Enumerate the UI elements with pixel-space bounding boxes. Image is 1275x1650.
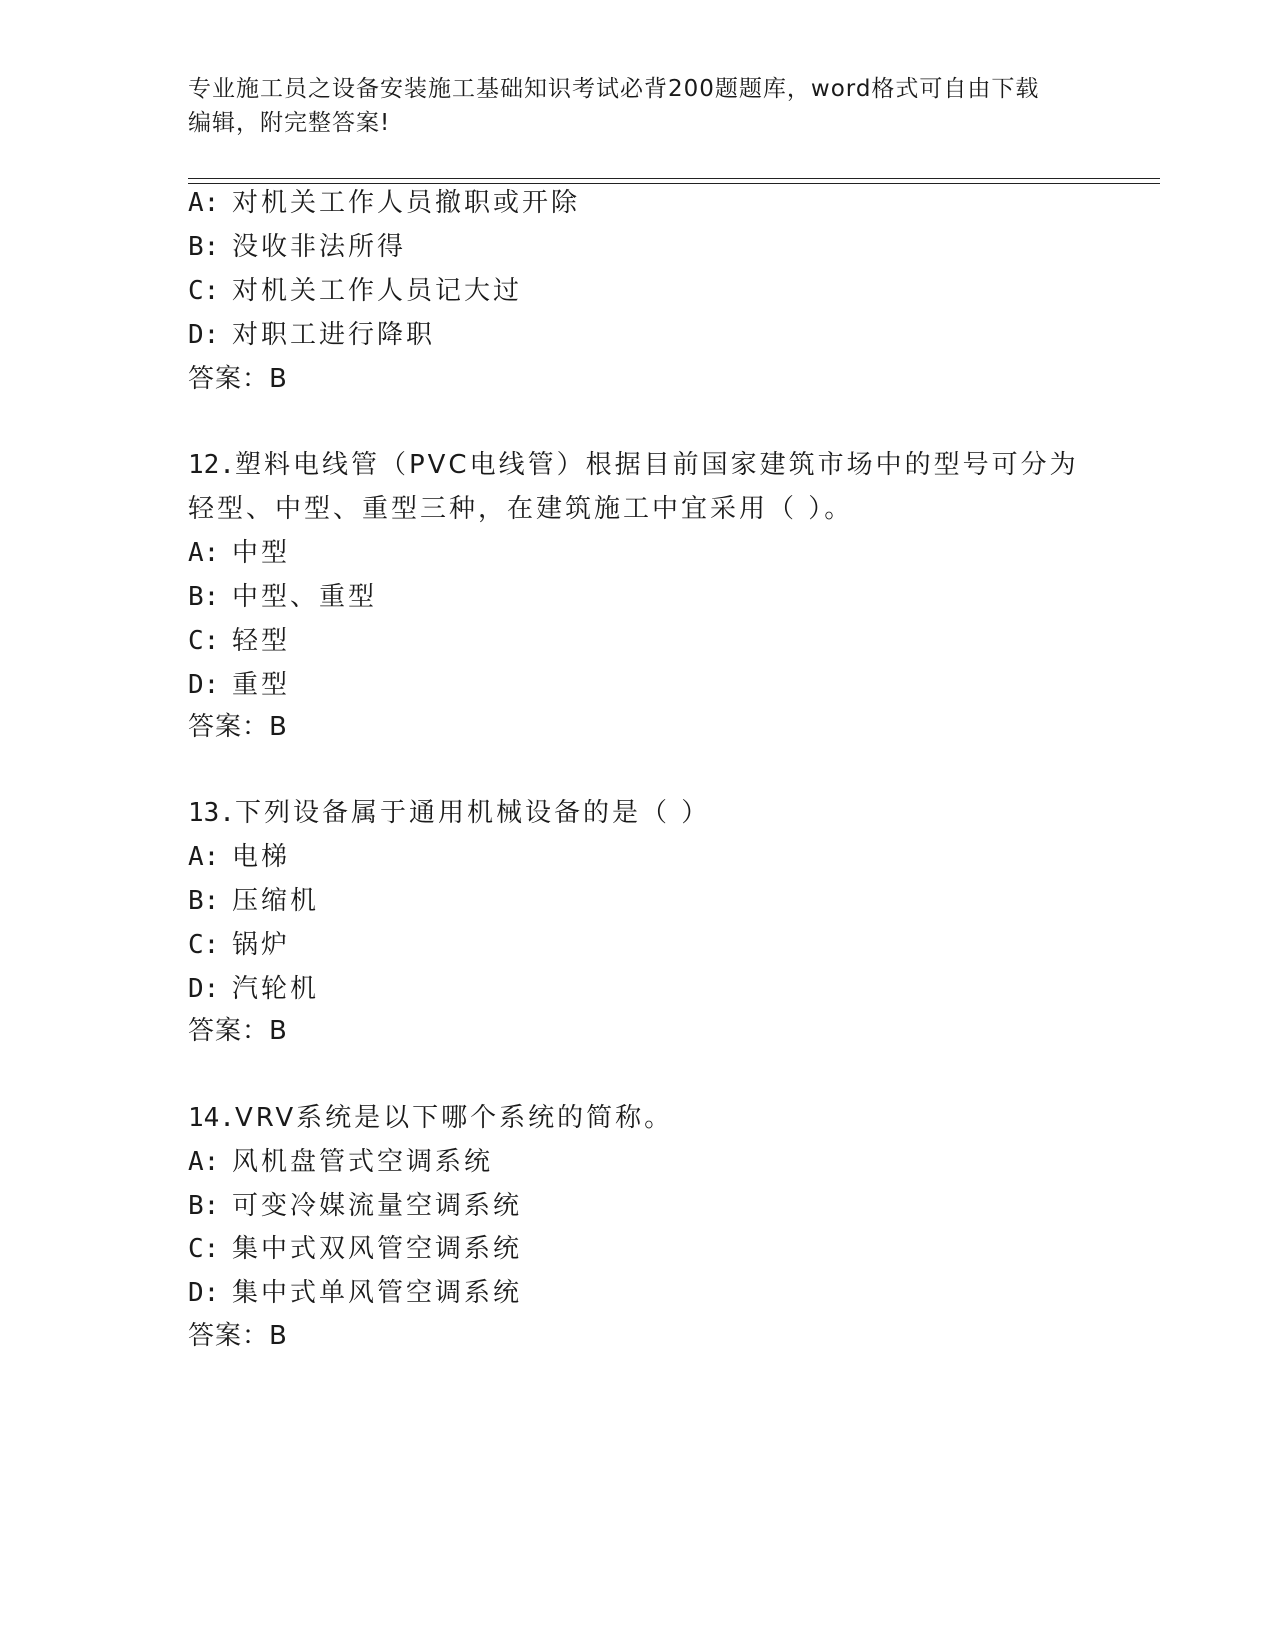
header-title-line-2: 编辑，附完整答案! [188,110,391,136]
option-text: 压缩机 [232,886,320,916]
q12-option-a [188,538,290,568]
q11-option-d [188,320,435,350]
q11-answer: 答案：B [188,364,288,394]
q13-answer: 答案：B [188,1016,288,1046]
q14-answer: 答案：B [188,1321,288,1351]
q14-option-c [188,1234,522,1264]
option-letter: D: [188,1278,220,1308]
option-letter: B: [188,1191,220,1221]
question-number: 14. [188,1103,235,1133]
option-text: 中型 [232,538,291,568]
q11-option-b [188,232,406,262]
option-letter: B: [188,886,220,916]
option-letter: C: [188,626,220,656]
option-text: 集中式单风管空调系统 [232,1278,523,1308]
option-letter: D: [188,320,220,350]
option-letter: D: [188,974,220,1004]
q12-question-line-2: 轻型、中型、重型三种，在建筑施工中宜采用（ ）。 [188,494,854,524]
q14-question-line-1 [188,1103,673,1133]
option-letter: C: [188,930,220,960]
option-text: 没收非法所得 [232,232,407,262]
q12-question-line-1 [188,450,1079,480]
q11-option-c [188,276,522,306]
q13-option-c [188,930,290,960]
q13-option-a [188,842,290,872]
option-text: 中型、重型 [232,582,378,612]
question-number: 13. [188,798,235,828]
option-text: 风机盘管式空调系统 [232,1147,494,1177]
option-letter: C: [188,1234,220,1264]
option-text: 集中式双风管空调系统 [232,1234,523,1264]
q12-option-c [188,626,290,656]
option-text: 对机关工作人员记大过 [232,276,523,306]
q12-option-d [188,670,290,700]
q13-option-b [188,886,319,916]
option-letter: B: [188,582,220,612]
q12-answer: 答案：B [188,712,288,742]
question-number: 12. [188,450,235,480]
option-letter: B: [188,232,220,262]
option-text: 可变冷媒流量空调系统 [232,1191,523,1221]
q11-option-a [188,188,580,218]
page-header [188,72,1088,140]
q12-option-b [188,582,377,612]
option-letter: A: [188,842,220,872]
option-text: 对职工进行降职 [232,320,436,350]
option-text: 轻型 [232,626,291,656]
option-text: 电梯 [232,842,291,872]
option-text: 锅炉 [232,930,291,960]
question-text: VRV系统是以下哪个系统的简称。 [234,1103,674,1133]
q14-option-a [188,1147,493,1177]
question-text: 下列设备属于通用机械设备的是（ ） [234,798,711,828]
option-letter: A: [188,188,220,218]
q14-option-d [188,1278,522,1308]
header-title-line-1: 专业施工员之设备安装施工基础知识考试必背200题题库，word格式可自由下载 [188,76,1040,102]
option-letter: D: [188,670,220,700]
q13-question-line-1 [188,798,710,828]
option-text: 重型 [232,670,291,700]
header-divider-top [188,178,1160,179]
option-letter: A: [188,538,220,568]
question-text: 塑料电线管（PVC电线管）根据目前国家建筑市场中的型号可分为 [234,450,1079,480]
header-divider-bottom [188,183,1160,184]
q13-option-d [188,974,319,1004]
option-letter: A: [188,1147,220,1177]
q14-option-b [188,1191,522,1221]
option-text: 汽轮机 [232,974,320,1004]
option-text: 对机关工作人员撤职或开除 [232,188,581,218]
option-letter: C: [188,276,220,306]
